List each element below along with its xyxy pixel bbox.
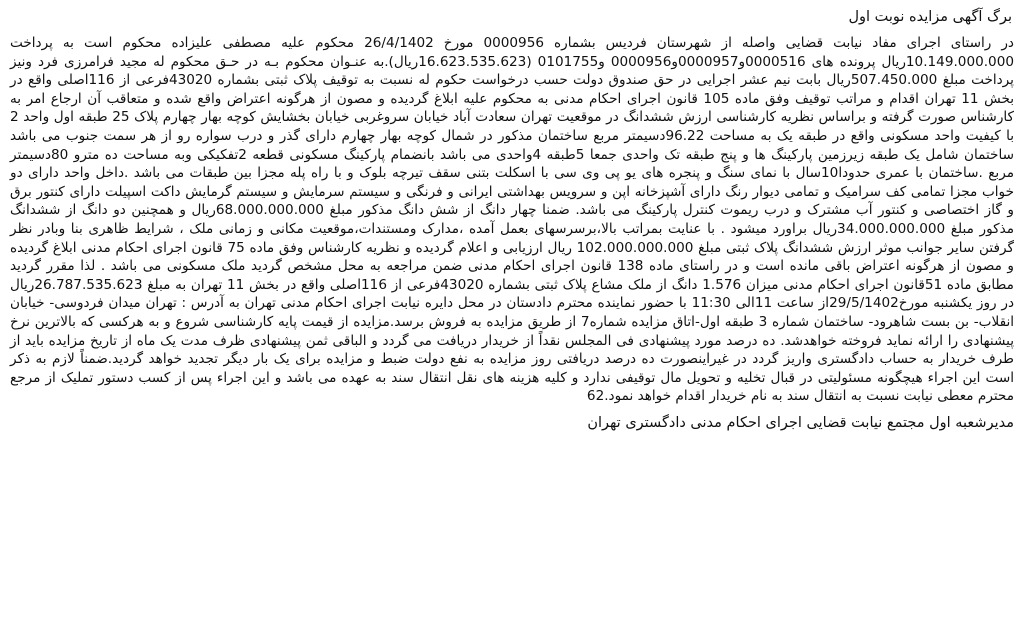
notice-title: برگ آگهی مزایده نوبت اول: [848, 9, 1012, 25]
notice-body: در راستای اجرای مفاد نیابت قضایی واصله از شهرستان فردیس بشماره 0000956 مورخ 26/4/1402 محکوم علیه مصطفی علیزاده محکوم است به پرداخت 10.149.000.000ریال پرونده های 0000516و0000957و0000956 و0101755 (16.623.535.623ریال).به عنـوان محکوم بـه در حـق محکوم له مجید فرامرزی فرد ونیز پرداخت مبلغ 507.450.000ریال بابت نیم عشر اجرایی در حق صندوق دولت حسب درخواست حکوم له نسبت به توقیف پلاک ثبتی بشماره 43020فرعی از 116اصلی واقع در بخش 11 تهران اقدام و مراتب توقیف وفق ماده 105 قانون اجرای احکام مدنی به محکوم علیه ابلاغ گردیده و مصون از هرگونه اعتراض واقع شده و متعاقب آن ارجاع امر به کارشناس صورت گرفته و براساس نظریه کارشناسی ارزش ششدانگ در موقعیت تهران سعادت آباد خیابان سروغربی خیابان بخشایش کوچه بهار چهارم پلاک 25 طبقه اول واحد 2 با کیفیت واحد مسکونی واقع در طبقه یک به مساحت 96.22دسیمتر مربع ساختمان مذکور در شمال کوچه بهار چهارم دارای گذر و درب سواره رو از هر سمت جنوب می باشد ساختمان شامل یک طبقه زیرزمین پارکینگ ها و پنج طبقه تک واحدی جمعا 5طبقه 4واحدی می باشد بانضمام پارکینگ مسکونی قطعه 2تفکیکی وبه مساحت ده مترو 80دسیمتر مربع .ساختمان با عمری حدودا10سال با نمای سنگ و پنجره های یو پی وی سی با اسکلت بتنی سقف تیرچه بلوک و با راه پله مجزا بین طبقات می باشد .داخل واحد دارای دو خواب مجزا تمامی کف سرامیک و تمامی دیوار رنگ دارای آشپزخانه اپن و سرویس بهداشتی ایرانی و فرنگی و سیستم سرمایش و سیستم گرمایش داکت اسپیلت دارای کنتور برق و گاز اختصاصی و کنتور آب مشترک و درب ریموت کنترل پارکینگ می باشد. ضمنا چهار دانگ از شش دانگ مذکور مبلغ 68.000.000.000ریال و همچنین دو دانگ از ششدانگ مذکور مبلغ 34.000.000.000ریال براورد میشود . با عنایت بمراتب بالا،برسرسهای بعمل آمده ،مدارک ومستندات،موقعیت مکانی و زمانی ملک ، شرایط ظاهری بنا وبادر نظر گرفتن سایر جوانب موثر ارزش ششدانگ پلاک ثبتی مبلغ 102.000.000.000 ریال ارزیابی و اعلام گردیده و نظریه کارشناس وفق ماده 75 قانون اجرای احکام مدنی ابلاغ گردیده و مصون از هرگونه اعتراض باقی مانده است و در راستای ماده 138 قانون اجرای احکام مدنی ضمن مراجعه به محل مشخص گردید ملک مسکونی می باشد . لذا مقرر گردید مطابق ماده 51قانون اجرای احکام مدنی میزان 1.576 دانگ از ملک مشاع پلاک ثبتی بشماره 43020فرعی از 116اصلی واقع در بخش 11 تهران به مبلغ 26.787.535.623ریال در روز یکشنبه مورخ29/5/1402از ساعت 11الی 11:30 با حضور نماینده محترم دادستان در محل دایره نیابت اجرای احکام مدنی تهران به آدرس : تهران میدان فردوسی- خیابان انقلاب- بن بست شاهرود- ساختمان شماره 3 طبقه اول-اتاق مزایده شماره7 از طریق مزایده به فروش برسد.مزایده از قیمت پایه کارشناسی شروع و به هرکسی که بالاترین نرخ پیشنهادی را ارائه نماید فروخته خواهدشد. ده درصد مورد پیشنهادی فی المجلس نقداً از خریدار دریافت می گردد و الباقی ثمن پیشنهادی ظرف مدت یک ماه از تاریخ مزایده باید از طرف خریدار به حساب دادگستری واریز گردد در غیراینصورت ده درصد دریافتی روز مزایده به نفع دولت ضبط و مزایده برای یک بار دیگر تجدید خواهد گردید.ضمناً لازم به ذکر است این اجراء هیچگونه مسئولیتی در قبال تخلیه و تحویل مال توقیفی ندارد و کلیه هزینه های نقل انتقال سند به عهده می باشد و این اجراء پس از کسب دستور تملیک از مرجع محترم معطی نیابت نسبت به انتقال سند به نام خریدار اقدام خواهد نمود.62: [10, 35, 1015, 405]
notice-signature: مدیرشعبه اول مجتمع نیابت قضایی اجرای احکام مدنی دادگستری تهران: [587, 414, 1014, 431]
